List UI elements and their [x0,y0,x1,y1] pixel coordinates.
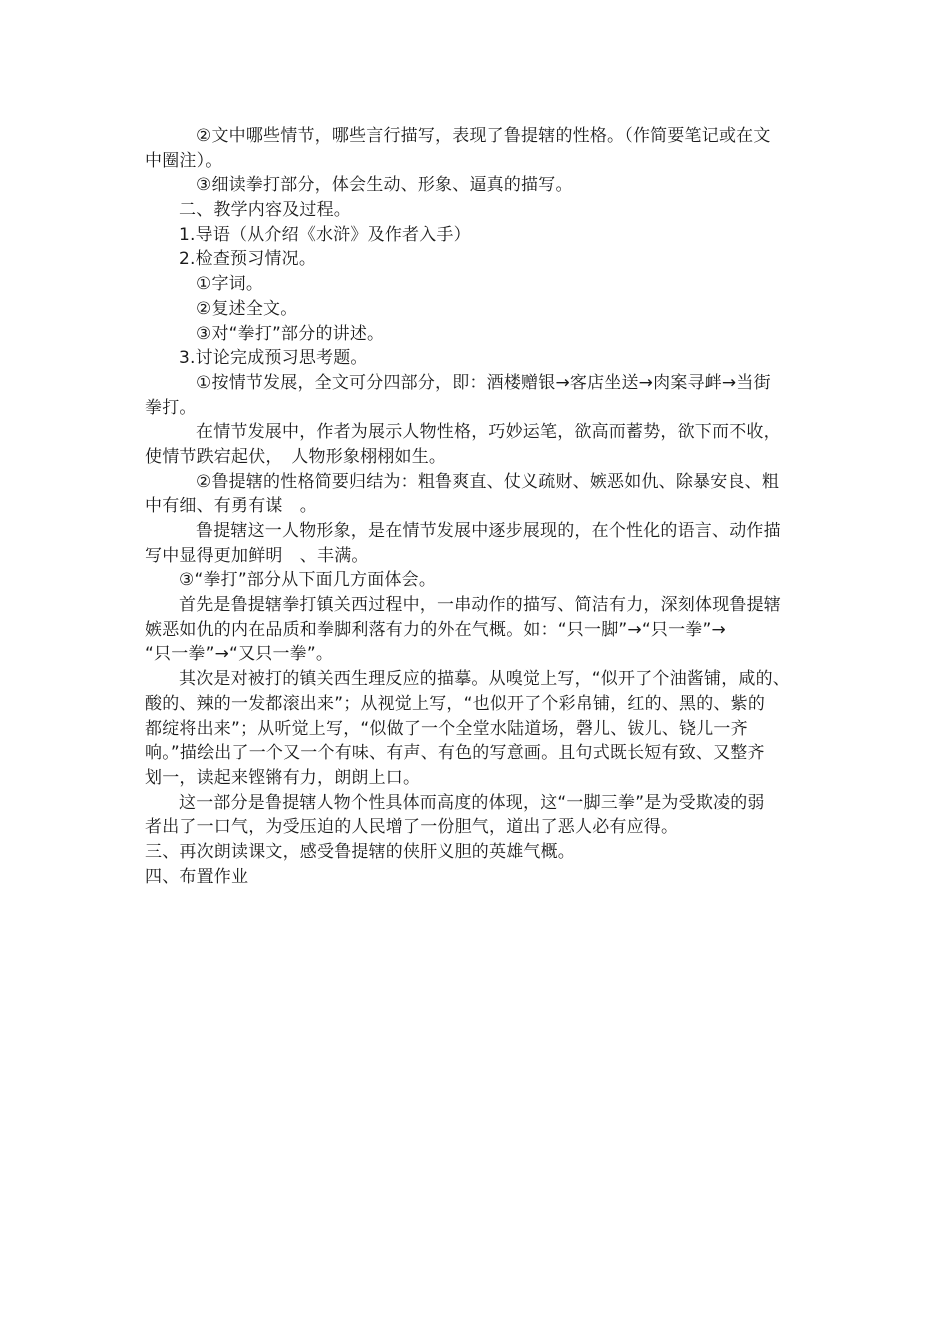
text-line: 四、布置作业 [145,866,249,887]
text-line: 二、教学内容及过程。 [179,200,351,221]
text-line: 中圈注）。 [145,150,223,171]
text-line: 响。”描绘出了一个又一个有味、有声、有色的写意画。且句式既长短有致、又整齐 [145,743,765,764]
text-line: “只一拳”→“又只一拳”。 [145,644,334,665]
text-line: 这一部分是鲁提辖人物个性具体而高度的体现，这“一脚三拳”是为受欺凌的弱 [179,792,765,813]
document-body [145,124,805,889]
text-line: 其次是对被打的镇关西生理反应的描摹。从嗅觉上写，“似开了个油酱铺，咸的、 [179,669,791,690]
text-line: 使情节跌宕起伏， 人物形象栩栩如生。 [145,446,447,467]
text-line: ①按情节发展，全文可分四部分，即：酒楼赠银→客店坐送→肉案寻衅→当街 [196,372,771,393]
text-line: 酸的、辣的一发都滚出来”；从视觉上写，“也似开了个彩帛铺，红的、黑的、紫的 [145,693,766,714]
text-line: 者出了一口气，为受压迫的人民增了一份胆气，道出了恶人必有应得。 [145,817,679,838]
text-line: ②鲁提辖的性格简要归结为：粗鲁爽直、仗义疏财、嫉恶如仇、除暴安良、粗 [196,471,780,492]
text-line: 写中显得更加鲜明 、丰满。 [145,545,369,566]
text-line: 拳打。 [145,397,197,418]
text-line: 3.讨论完成预习思考题。 [179,348,368,369]
text-line: 都绽将出来”；从听觉上写，“似做了一个全堂水陆道场，磬儿、钹儿、铙儿一齐 [145,718,748,739]
text-line: 1.导语（从介绍《水浒》及作者入手） [179,224,471,245]
text-line: 嫉恶如仇的内在品质和拳脚利落有力的外在气概。如：“只一脚”→“只一拳”→ [145,619,726,640]
text-line: 在情节发展中，作者为展示人物性格，巧妙运笔，欲高而蓄势，欲下而不收， [196,422,781,443]
text-line: ①字词。 [196,274,264,295]
text-line: 三、再次朗读课文，感受鲁提辖的侠肝义胆的英雄气概。 [145,841,575,862]
text-line: ③对“拳打”部分的讲述。 [196,323,385,344]
text-line: ②文中哪些情节，哪些言行描写，表现了鲁提辖的性格。（作简要笔记或在文 [196,126,771,146]
text-line: ③细读拳打部分，体会生动、形象、逼真的描写。 [196,175,573,196]
text-line: 2.检查预习情况。 [179,249,317,270]
text-line: 中有细、有勇有谋 。 [145,496,317,517]
text-line: 首先是鲁提辖拳打镇关西过程中，一串动作的描写、简洁有力，深刻体现鲁提辖 [179,595,781,616]
text-line: ③“拳打”部分从下面几方面体会。 [179,570,437,591]
text-line: 鲁提辖这一人物形象，是在情节发展中逐步展现的，在个性化的语言、动作描 [196,521,781,541]
text-line: 划一，读起来铿锵有力，朗朗上口。 [145,767,421,788]
text-line: ②复述全文。 [196,298,298,319]
